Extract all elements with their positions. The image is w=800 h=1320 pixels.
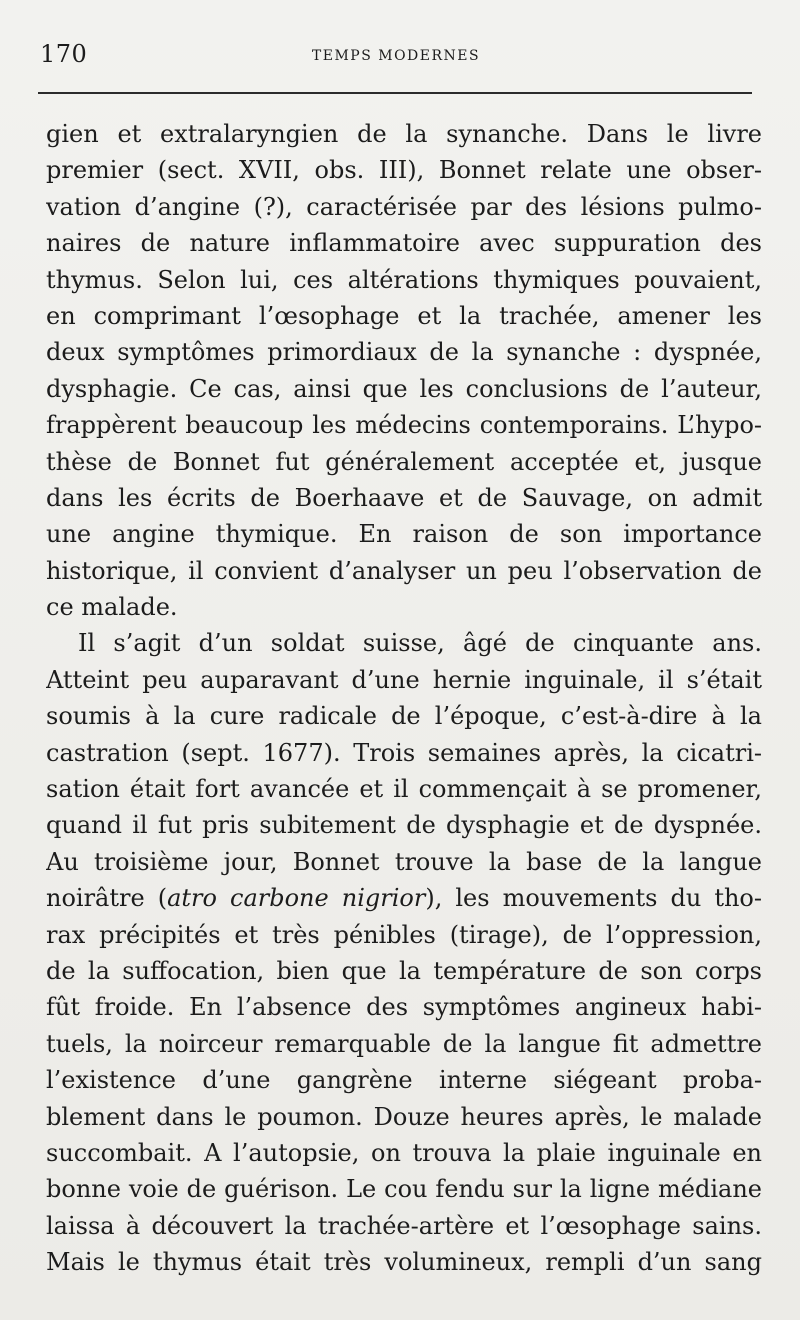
- text-segment: ), les mouvements du tho-: [425, 884, 762, 913]
- text-line: fût froide. En l’absence des symptômes angineux habi-: [46, 993, 762, 1022]
- text-line: Atteint peu auparavant d’une hernie inguinale, il s’était: [46, 665, 762, 694]
- body-text: [46, 116, 762, 1281]
- text-line: succombait. A l’autopsie, on trouva la plaie inguinale en: [46, 1138, 762, 1167]
- text-line: frappèrent beaucoup les médecins contemporains. L’hypo-: [46, 411, 762, 440]
- text-line: sation était fort avancée et il commençait à se promener,: [46, 775, 762, 804]
- text-line: thèse de Bonnet fut généralement acceptée et, jusque: [46, 447, 762, 476]
- text-line: blement dans le poumon. Douze heures après, le malade: [46, 1102, 762, 1131]
- page-header: [40, 40, 752, 80]
- text-line: Mais le thymus était très volumineux, rempli d’un sang: [46, 1248, 762, 1277]
- text-line: historique, il convient d’analyser un peu l’observation de: [46, 556, 762, 585]
- text-line: castration (sept. 1677). Trois semaines après, la cicatri-: [46, 738, 762, 767]
- text-line: l’existence d’une gangrène interne siégeant proba-: [46, 1066, 762, 1095]
- text-line: thymus. Selon lui, ces altérations thymiques pouvaient,: [46, 265, 762, 294]
- text-line: soumis à la cure radicale de l’époque, c’est-à-dire à la: [46, 702, 762, 731]
- text-line: dans les écrits de Boerhaave et de Sauvage, on admit: [46, 483, 762, 512]
- text-line: bonne voie de guérison. Le cou fendu sur la ligne médiane: [46, 1175, 762, 1204]
- text-segment: noirâtre (: [46, 884, 168, 913]
- text-line: une angine thymique. En raison de son importance: [46, 520, 762, 549]
- running-title: TEMPS MODERNES: [311, 48, 481, 64]
- text-line: Au troisième jour, Bonnet trouve la base de la langue: [46, 847, 762, 876]
- text-line: de la suffocation, bien que la température de son corps: [46, 956, 762, 985]
- text-line: dysphagie. Ce cas, ainsi que les conclusions de l’auteur,: [46, 374, 762, 403]
- text-line: deux symptômes primordiaux de la synanche : dyspnée,: [46, 338, 762, 367]
- text-line: rax précipités et très pénibles (tirage), de l’oppression,: [46, 920, 762, 949]
- text-line: premier (sect. XVII, obs. III), Bonnet relate une obser-: [46, 156, 762, 185]
- text-line: vation d’angine (?), caractérisée par des lésions pulmo-: [46, 192, 762, 221]
- header-rule: [38, 92, 752, 94]
- text-line: tuels, la noirceur remarquable de la langue fit admettre: [46, 1029, 762, 1058]
- paragraph-first-line: Il s’agit d’un soldat suisse, âgé de cinquante ans.: [78, 629, 762, 658]
- italic-latin-phrase: atro carbone nigrior: [167, 884, 426, 913]
- text-line: laissa à découvert la trachée-artère et l’œsophage sains.: [46, 1211, 762, 1240]
- text-line-with-italic: [46, 880, 762, 916]
- text-line: en comprimant l’œsophage et la trachée, amener les: [46, 301, 762, 330]
- page-number: 170: [40, 40, 88, 68]
- text-line: naires de nature inflammatoire avec suppuration des: [46, 229, 762, 258]
- text-line: ce malade.: [46, 593, 178, 622]
- text-line: gien et extralaryngien de la synanche. Dans le livre: [46, 120, 762, 148]
- text-line: quand il fut pris subitement de dysphagie et de dyspnée.: [46, 811, 762, 840]
